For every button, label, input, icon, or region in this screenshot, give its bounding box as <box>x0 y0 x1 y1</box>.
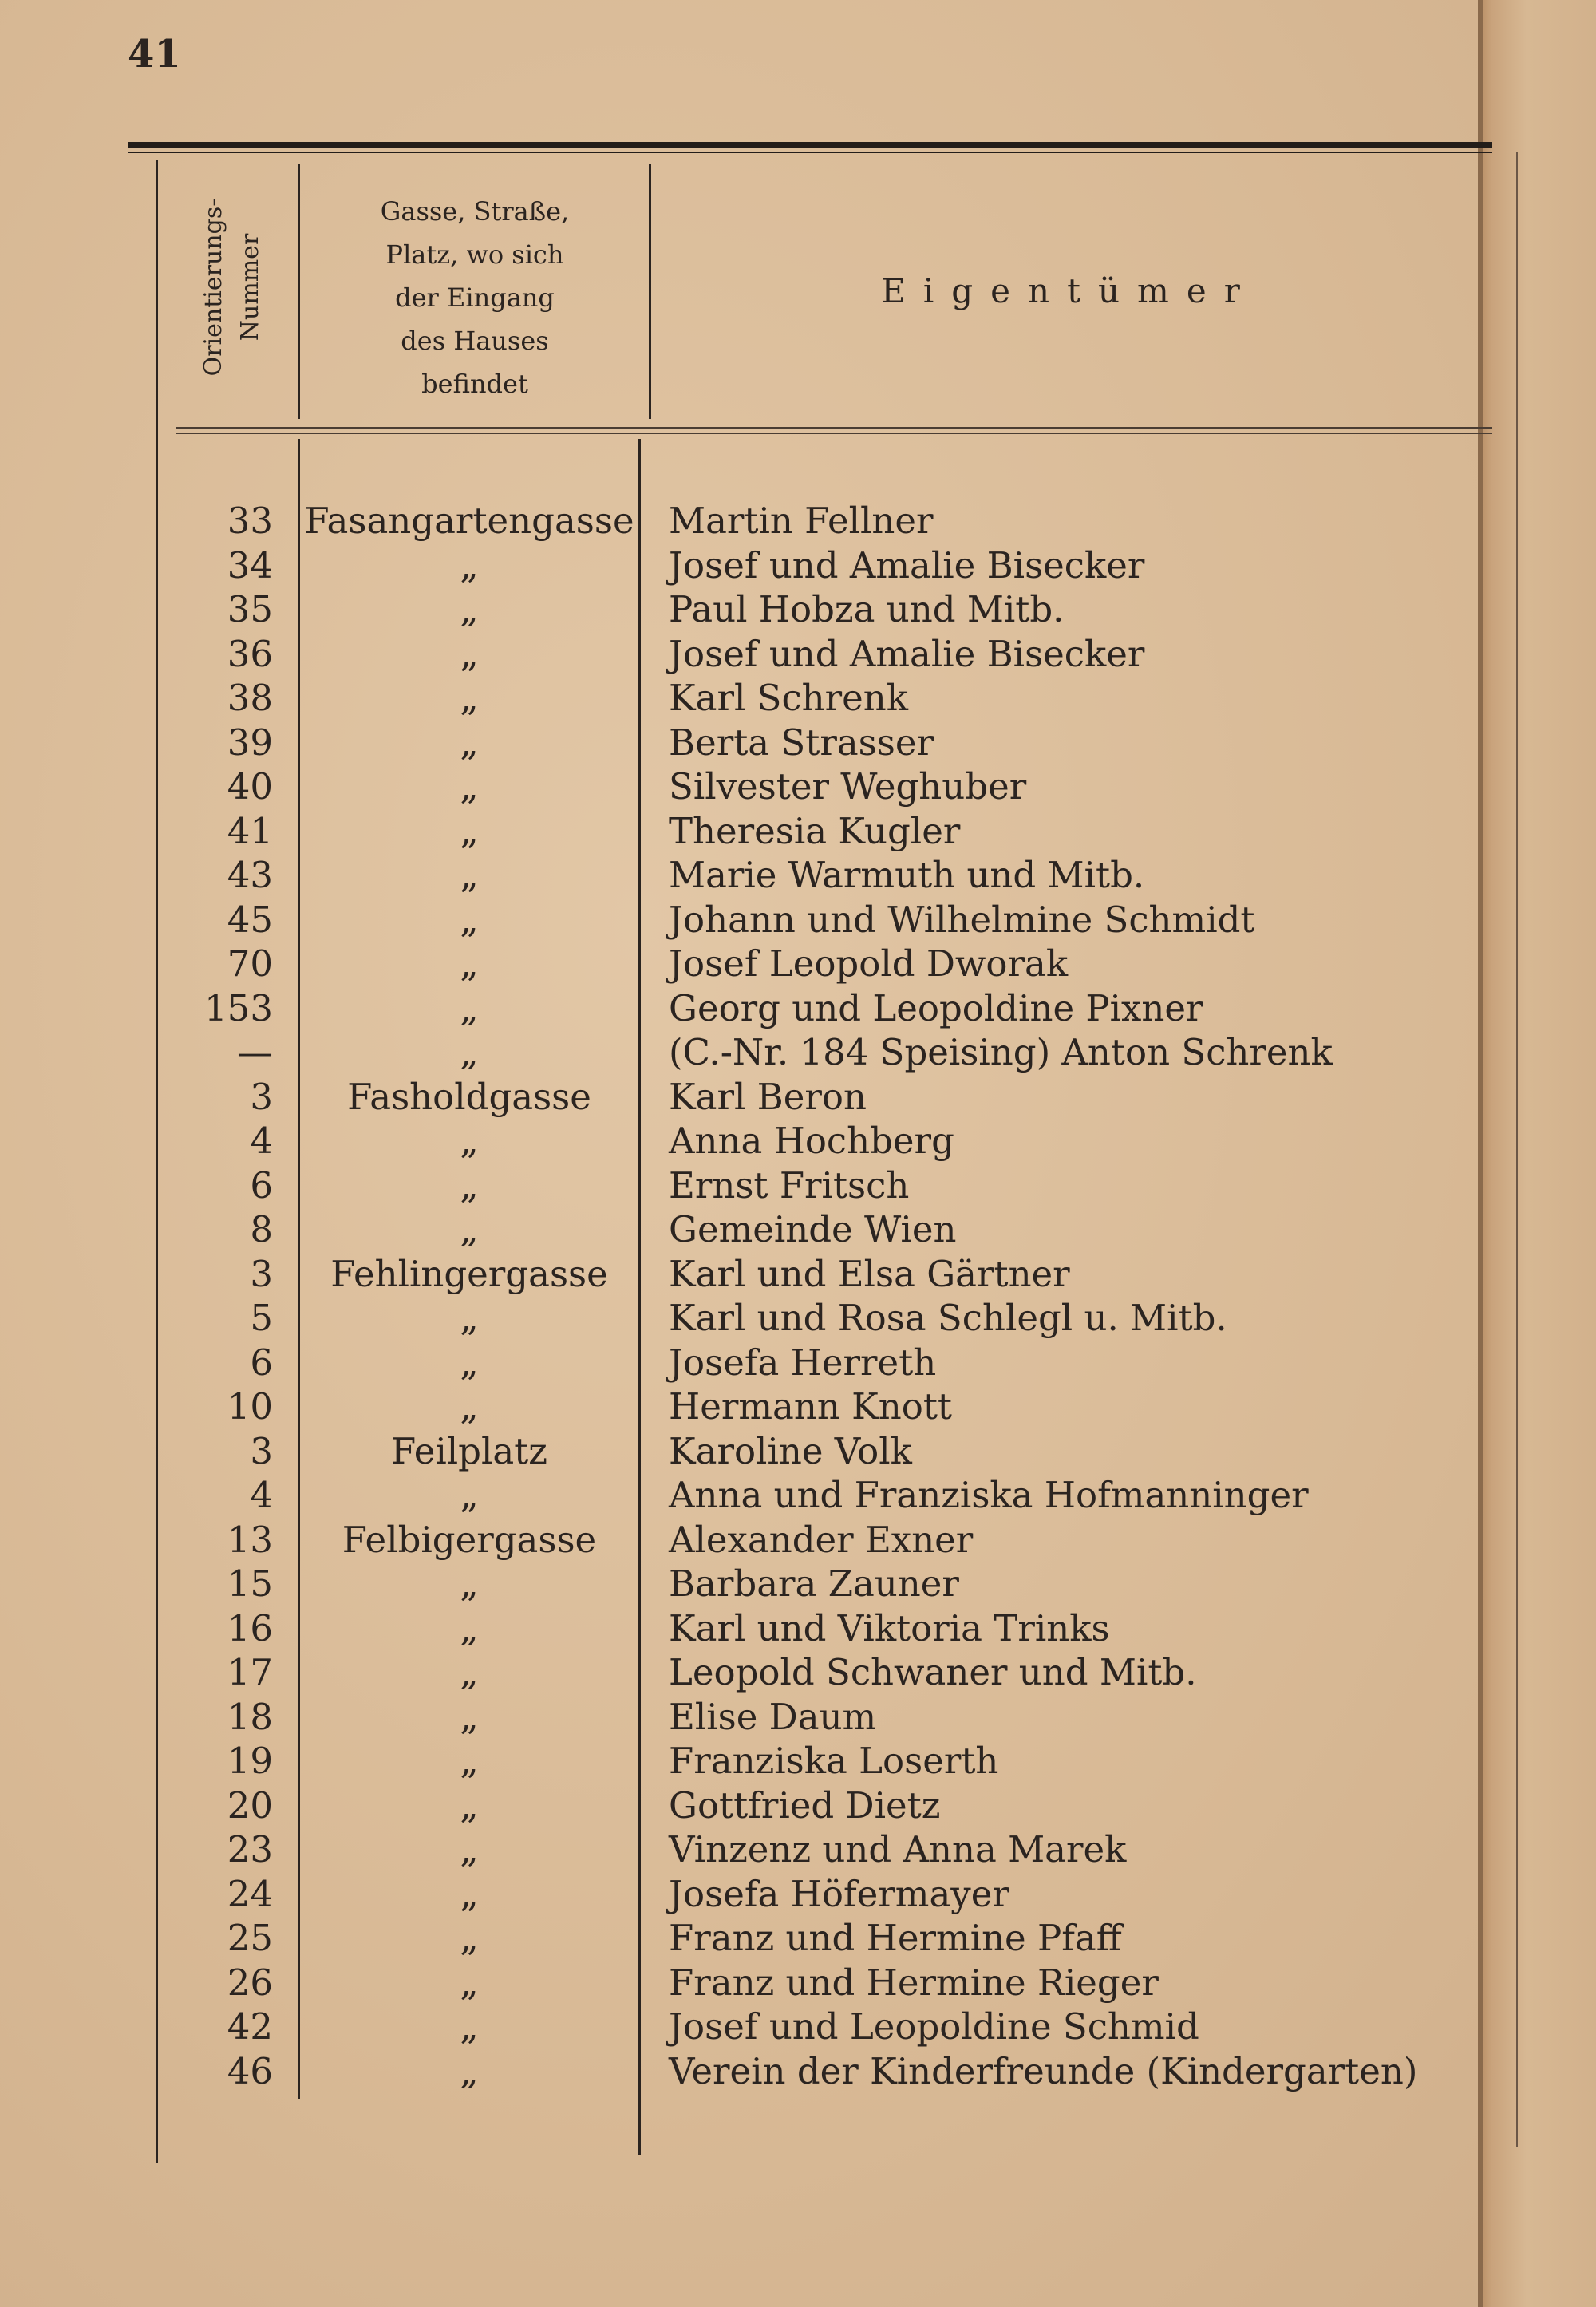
owner-name: Karl Schrenk <box>669 677 909 719</box>
owner-name: Berta Strasser <box>669 721 934 764</box>
owner-name: Alexander Exner <box>669 1518 974 1561</box>
street-name: „ <box>460 1740 479 1782</box>
owner-name: Theresia Kugler <box>669 809 961 852</box>
owner-name: (C.-Nr. 184 Speising) Anton Schrenk <box>669 1031 1333 1073</box>
table-row <box>0 499 1516 543</box>
header-divider-thin <box>176 433 1492 434</box>
house-number: 39 <box>227 721 273 764</box>
street-name: „ <box>460 1120 479 1162</box>
table-row <box>0 1606 1516 1651</box>
street-name: Felbigergasse <box>342 1518 597 1561</box>
table-row <box>0 1695 1516 1740</box>
column-line-header-1 <box>298 164 300 419</box>
table-row <box>0 1252 1516 1297</box>
owner-name: Josefa Herreth <box>669 1341 937 1384</box>
street-name: „ <box>460 1606 479 1649</box>
house-number: 36 <box>227 632 273 675</box>
street-name: „ <box>460 543 479 587</box>
street-name: „ <box>460 2049 479 2092</box>
street-name: „ <box>460 809 479 852</box>
owner-name: Karl und Rosa Schlegl u. Mitb. <box>669 1297 1227 1339</box>
street-name: „ <box>460 898 479 941</box>
owner-name: Barbara Zauner <box>669 1562 959 1605</box>
house-number: 43 <box>227 854 273 896</box>
table-row <box>0 898 1516 942</box>
table-row <box>0 587 1516 632</box>
house-number: 4 <box>250 1120 273 1162</box>
owner-name: Franziska Loserth <box>669 1740 999 1782</box>
table-row <box>0 2049 1516 2094</box>
owner-name: Elise Daum <box>669 1695 877 1738</box>
owner-name: Paul Hobza und Mitb. <box>669 588 1065 630</box>
house-number: 13 <box>227 1518 273 1561</box>
house-number: 20 <box>227 1784 273 1827</box>
table-row <box>0 676 1516 721</box>
owner-name: Martin Fellner <box>669 500 934 542</box>
table-row <box>0 1207 1516 1252</box>
table-row <box>0 853 1516 898</box>
house-number: 6 <box>250 1341 273 1384</box>
house-number: 40 <box>227 765 273 808</box>
house-number: 34 <box>227 543 273 587</box>
house-number: 18 <box>227 1695 273 1738</box>
street-name: „ <box>460 632 479 675</box>
table-row <box>0 1518 1516 1562</box>
table-row <box>0 942 1516 986</box>
street-name: „ <box>460 1297 479 1339</box>
house-number: 46 <box>227 2049 273 2092</box>
table-row <box>0 809 1516 854</box>
table-row <box>0 1562 1516 1606</box>
house-number: 3 <box>250 1429 273 1472</box>
house-number: 24 <box>227 1872 273 1915</box>
house-number: 153 <box>204 986 273 1029</box>
owner-name: Leopold Schwaner und Mitb. <box>669 1651 1197 1693</box>
table-row <box>0 1163 1516 1208</box>
street-name: „ <box>460 1917 479 1959</box>
street-name: „ <box>460 1784 479 1827</box>
street-name: „ <box>460 1208 479 1250</box>
house-number: 8 <box>250 1208 273 1250</box>
street-name: „ <box>460 1385 479 1428</box>
table-row <box>0 1473 1516 1518</box>
house-number: 23 <box>227 1828 273 1870</box>
table-row <box>0 1385 1516 1429</box>
owner-name: Gottfried Dietz <box>669 1784 941 1827</box>
owner-name: Josef und Amalie Bisecker <box>669 543 1145 587</box>
street-name: „ <box>460 986 479 1029</box>
owner-name: Karl und Elsa Gärtner <box>669 1252 1070 1295</box>
house-number: 4 <box>250 1474 273 1516</box>
street-name: „ <box>460 1341 479 1384</box>
header-number-label: Orientierungs- Nummer <box>200 198 264 377</box>
house-number: 33 <box>227 500 273 542</box>
house-number: 16 <box>227 1606 273 1649</box>
street-name: „ <box>460 1163 479 1207</box>
street-name: „ <box>460 2005 479 2048</box>
street-name: „ <box>460 588 479 630</box>
house-number: 5 <box>250 1297 273 1339</box>
street-name: „ <box>460 765 479 808</box>
house-number: — <box>237 1031 273 1073</box>
street-name: „ <box>460 942 479 985</box>
street-name: „ <box>460 677 479 719</box>
owner-name: Josef Leopold Dworak <box>669 942 1069 985</box>
owner-name: Karl und Viktoria Trinks <box>669 1606 1110 1649</box>
owner-name: Anna und Franziska Hofmanninger <box>669 1474 1309 1516</box>
house-number: 25 <box>227 1917 273 1959</box>
owner-name: Silvester Weghuber <box>669 765 1027 808</box>
owner-name: Josef und Amalie Bisecker <box>669 632 1145 675</box>
owner-name: Josef und Leopoldine Schmid <box>669 2005 1199 2048</box>
house-number: 17 <box>227 1651 273 1693</box>
house-number: 3 <box>250 1252 273 1295</box>
table-row <box>0 764 1516 809</box>
street-name: Fasholdgasse <box>347 1075 591 1118</box>
table-row <box>0 1784 1516 1828</box>
column-line-right <box>1516 152 1518 2147</box>
street-name: „ <box>460 1961 479 2004</box>
header-rule-thin <box>128 152 1492 153</box>
house-number: 3 <box>250 1075 273 1118</box>
table-row <box>0 1650 1516 1695</box>
table-row <box>0 1429 1516 1474</box>
table-row <box>0 1961 1516 2005</box>
street-name: „ <box>460 1828 479 1870</box>
owner-name: Franz und Hermine Pfaff <box>669 1917 1122 1959</box>
header-rule <box>128 142 1492 148</box>
table-row <box>0 543 1516 588</box>
street-name: „ <box>460 1031 479 1073</box>
table-row <box>0 1739 1516 1784</box>
owner-name: Ernst Fritsch <box>669 1163 910 1207</box>
street-name: Feilplatz <box>391 1429 547 1472</box>
house-number: 10 <box>227 1385 273 1428</box>
street-name: „ <box>460 1695 479 1738</box>
house-number: 15 <box>227 1562 273 1605</box>
table-row <box>0 1916 1516 1961</box>
owner-name: Karoline Volk <box>669 1429 912 1472</box>
owner-name: Verein der Kinderfreunde (Kindergarten) <box>669 2049 1418 2092</box>
street-name: Fasangartengasse <box>304 500 634 542</box>
owner-name: Hermann Knott <box>669 1385 953 1428</box>
house-number: 38 <box>227 677 273 719</box>
table-row <box>0 632 1516 677</box>
table-row <box>0 2005 1516 2049</box>
street-name: „ <box>460 721 479 764</box>
header-number <box>196 180 269 395</box>
header-street <box>303 190 646 405</box>
street-name: „ <box>460 1872 479 1915</box>
house-number: 19 <box>227 1740 273 1782</box>
owner-table <box>0 499 1516 2093</box>
owner-name: Karl Beron <box>669 1075 867 1118</box>
house-number: 6 <box>250 1163 273 1207</box>
header-owner: Eigentümer <box>881 271 1258 310</box>
house-number: 45 <box>227 898 273 941</box>
column-line-header-2 <box>649 164 651 419</box>
owner-name: Marie Warmuth und Mitb. <box>669 854 1145 896</box>
table-row <box>0 1296 1516 1341</box>
owner-name: Franz und Hermine Rieger <box>669 1961 1159 2004</box>
street-name: „ <box>460 854 479 896</box>
owner-name: Anna Hochberg <box>669 1120 954 1162</box>
street-name: Fehlingergasse <box>330 1252 608 1295</box>
table-row <box>0 721 1516 765</box>
table-row <box>0 1341 1516 1385</box>
table-row <box>0 1030 1516 1075</box>
owner-name: Gemeinde Wien <box>669 1208 957 1250</box>
house-number: 26 <box>227 1961 273 2004</box>
table-row <box>0 1075 1516 1120</box>
house-number: 35 <box>227 588 273 630</box>
table-row <box>0 1827 1516 1872</box>
owner-name: Johann und Wilhelmine Schmidt <box>669 898 1255 941</box>
table-row <box>0 986 1516 1031</box>
street-name: „ <box>460 1651 479 1693</box>
table-row <box>0 1872 1516 1917</box>
owner-name: Vinzenz und Anna Marek <box>669 1828 1127 1870</box>
owner-name: Georg und Leopoldine Pixner <box>669 986 1203 1029</box>
street-name: „ <box>460 1562 479 1605</box>
header-street-label: Gasse, Straße, Platz, wo sich der Eingang des Hauses befindet <box>380 196 570 399</box>
house-number: 42 <box>227 2005 273 2048</box>
street-name: „ <box>460 1474 479 1516</box>
house-number: 41 <box>227 809 273 852</box>
table-row <box>0 1119 1516 1163</box>
owner-name: Josefa Höfermayer <box>669 1872 1009 1915</box>
header-divider <box>176 427 1492 429</box>
page-number: 41 <box>128 32 181 77</box>
house-number: 70 <box>227 942 273 985</box>
